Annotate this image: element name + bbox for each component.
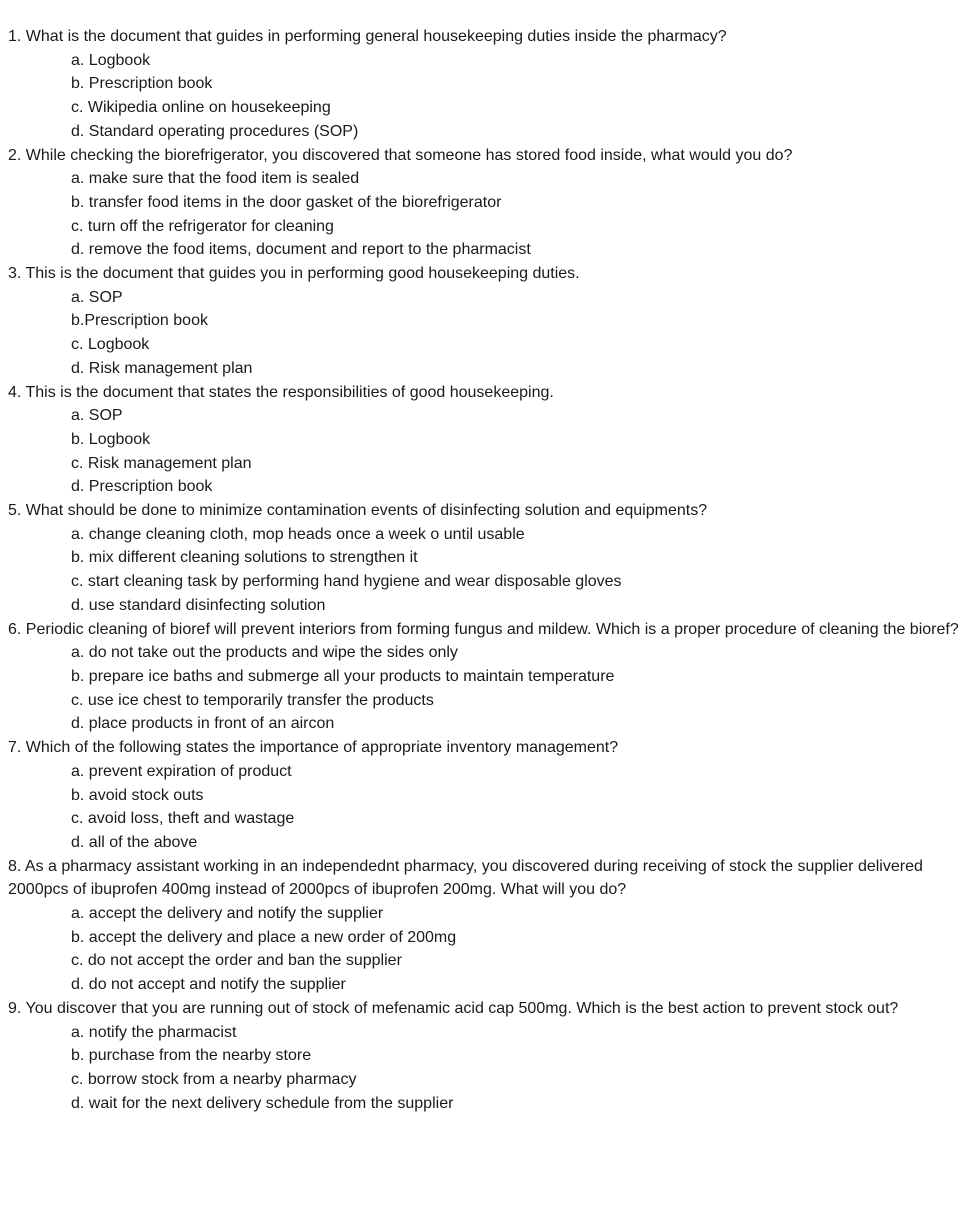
question-9	[8, 997, 963, 1116]
option-list	[8, 760, 963, 855]
option-list	[8, 902, 963, 997]
option-b: b. prepare ice baths and submerge all your products to maintain temperature	[71, 667, 615, 685]
option-list	[8, 641, 963, 736]
option-b: b. avoid stock outs	[71, 786, 204, 804]
option-a: a. make sure that the food item is sealed	[71, 170, 360, 188]
option-list	[8, 1021, 963, 1116]
option-a: a. do not take out the products and wipe the sides only	[71, 644, 458, 662]
option-c: c. use ice chest to temporarily transfer the products	[71, 691, 434, 709]
option-b: b.Prescription book	[71, 312, 208, 330]
question-1	[8, 25, 963, 144]
question-6	[8, 618, 963, 737]
option-d: d. Prescription book	[71, 478, 213, 496]
option-d: d. Standard operating procedures (SOP)	[71, 122, 359, 140]
option-list	[8, 167, 963, 262]
option-d: d. Risk management plan	[71, 359, 253, 377]
question-text: 5. What should be done to minimize contamination events of disinfecting solution and equipments?	[8, 502, 708, 520]
option-a: a. notify the pharmacist	[71, 1023, 237, 1041]
question-text: 1. What is the document that guides in performing general housekeeping duties inside the pharmacy?	[8, 28, 727, 45]
option-b: b. mix different cleaning solutions to strengthen it	[71, 549, 418, 567]
option-b: b. Prescription book	[71, 75, 213, 93]
option-c: c. Wikipedia online on housekeeping	[71, 99, 331, 117]
quiz-document	[8, 25, 963, 1115]
option-d: d. wait for the next delivery schedule from the supplier	[71, 1094, 454, 1112]
option-c: c. turn off the refrigerator for cleaning	[71, 217, 334, 235]
option-c: c. Logbook	[71, 336, 150, 354]
question-text: 9. You discover that you are running out of stock of mefenamic acid cap 500mg. Which is the best action to prevent stock out?	[8, 999, 899, 1017]
question-text: 8. As a pharmacy assistant working in an independednt pharmacy, you discovered during receiving of stock the supplier delivered 2000pcs of ibuprofen 400mg instead of 2000pcs of ibuprofen 200mg. What will you do?	[8, 857, 923, 899]
option-c: c. borrow stock from a nearby pharmacy	[71, 1070, 357, 1088]
option-d: d. place products in front of an aircon	[71, 715, 335, 733]
option-c: c. do not accept the order and ban the supplier	[71, 952, 402, 970]
option-c: c. start cleaning task by performing hand hygiene and wear disposable gloves	[71, 573, 622, 591]
option-d: d. all of the above	[71, 833, 198, 851]
option-c: c. Risk management plan	[71, 454, 252, 472]
option-d: d. remove the food items, document and report to the pharmacist	[71, 241, 531, 259]
option-b: b. transfer food items in the door gasket of the biorefrigerator	[71, 193, 502, 211]
option-b: b. purchase from the nearby store	[71, 1047, 312, 1065]
question-8	[8, 855, 963, 997]
option-list	[8, 404, 963, 499]
option-list	[8, 286, 963, 381]
option-d: d. do not accept and notify the supplier	[71, 976, 346, 994]
option-b: b. Logbook	[71, 430, 151, 448]
option-a: a. SOP	[71, 288, 123, 306]
option-a: a. Logbook	[71, 51, 151, 69]
option-d: d. use standard disinfecting solution	[71, 596, 326, 614]
option-list	[8, 49, 963, 144]
question-7	[8, 736, 963, 855]
question-4	[8, 381, 963, 500]
option-a: a. SOP	[71, 407, 123, 425]
question-text: 7. Which of the following states the importance of appropriate inventory management?	[8, 739, 619, 757]
option-c: c. avoid loss, theft and wastage	[71, 810, 295, 828]
question-5	[8, 499, 963, 618]
option-a: a. change cleaning cloth, mop heads once a week o until usable	[71, 525, 525, 543]
option-b: b. accept the delivery and place a new order of 200mg	[71, 928, 457, 946]
question-text: 4. This is the document that states the responsibilities of good housekeeping.	[8, 383, 554, 401]
question-text: 3. This is the document that guides you in performing good housekeeping duties.	[8, 265, 580, 283]
question-text: 2. While checking the biorefrigerator, you discovered that someone has stored food inside, what would you do?	[8, 146, 793, 164]
option-a: a. accept the delivery and notify the supplier	[71, 905, 384, 923]
question-text: 6. Periodic cleaning of bioref will prevent interiors from forming fungus and mildew. Which is a proper procedure of cleaning the bioref?	[8, 620, 959, 638]
question-2	[8, 144, 963, 263]
question-3	[8, 262, 963, 381]
option-a: a. prevent expiration of product	[71, 762, 292, 780]
option-list	[8, 523, 963, 618]
